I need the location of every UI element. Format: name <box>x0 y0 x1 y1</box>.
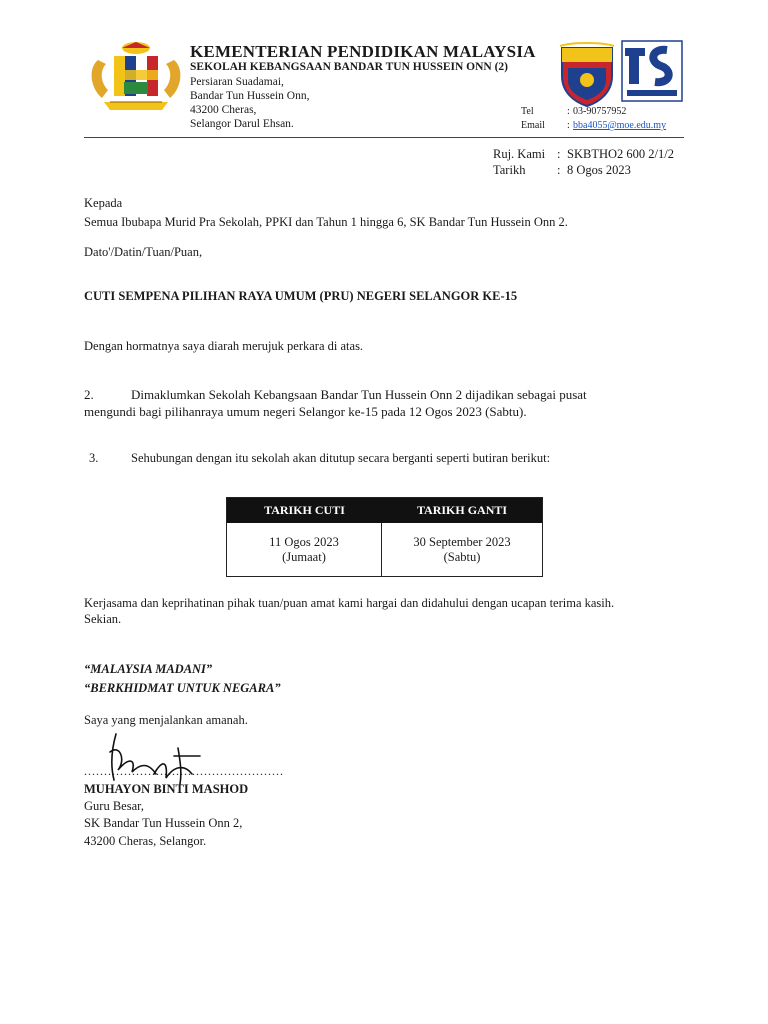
header-divider <box>84 137 684 138</box>
closing-line-1: Kerjasama dan keprihatinan pihak tuan/puan amat kami hargai dan didahului dengan ucapan terima kasih. <box>84 596 615 610</box>
cuti-day: (Jumaat) <box>282 550 326 564</box>
school-name: SEKOLAH KEBANGSAAN BANDAR TUN HUSSEIN ONN (2) <box>190 61 509 73</box>
tel-separator: : <box>567 106 570 117</box>
ministry-name: KEMENTERIAN PENDIDIKAN MALAYSIA <box>190 42 536 61</box>
malaysia-coat-of-arms-icon <box>84 40 188 114</box>
address-line-3: 43200 Cheras, <box>190 104 257 116</box>
transformasi-sekolah-logo-icon <box>621 40 683 102</box>
reference-separator: : <box>557 147 561 161</box>
recipient-label: Kepada <box>84 196 123 210</box>
tel-number: 03-90757952 <box>573 106 627 117</box>
paragraph-3-number: 3. <box>89 451 99 465</box>
email-separator: : <box>567 120 570 131</box>
date-separator: : <box>557 163 561 177</box>
signatory-school: SK Bandar Tun Hussein Onn 2, <box>84 816 243 830</box>
trust-line: Saya yang menjalankan amanah. <box>84 713 248 727</box>
signature-line: .................................................. <box>84 764 284 778</box>
address-line-4: Selangor Darul Ehsan. <box>190 118 294 130</box>
leave-schedule-table <box>226 497 543 577</box>
column-header-tarikh-cuti: TARIKH CUTI <box>264 503 345 517</box>
letter-subject: CUTI SEMPENA PILIHAN RAYA UMUM (PRU) NEGERI SELANGOR KE-15 <box>84 289 518 303</box>
salutation: Dato'/Datin/Tuan/Puan, <box>84 245 203 259</box>
signatory-address: 43200 Cheras, Selangor. <box>84 834 207 848</box>
slogan-malaysia-madani: “MALAYSIA MADANI” <box>84 662 213 676</box>
cuti-date: 11 Ogos 2023 <box>269 535 339 549</box>
email-link[interactable]: bba4055@moe.edu.my <box>573 120 667 131</box>
address-line-1: Persiaran Suadamai, <box>190 76 284 88</box>
signatory-name: MUHAYON BINTI MASHOD <box>84 782 249 796</box>
tel-label: Tel <box>521 106 534 117</box>
reference-number: SKBTHO2 600 2/1/2 <box>567 147 674 161</box>
letter-date: 8 Ogos 2023 <box>567 163 631 177</box>
ganti-date: 30 September 2023 <box>413 535 511 549</box>
closing-line-2: Sekian. <box>84 612 122 626</box>
email-label: Email <box>521 120 545 131</box>
signatory-title: Guru Besar, <box>84 799 144 813</box>
address-line-2: Bandar Tun Hussein Onn, <box>190 90 310 102</box>
paragraph-2-line-2: mengundi bagi pilihanraya umum negeri Selangor ke-15 pada 12 Ogos 2023 (Sabtu). <box>84 404 527 419</box>
school-crest-icon <box>556 42 618 108</box>
paragraph-2-number: 2. <box>84 387 94 402</box>
table-cell-tarikh-ganti <box>382 523 542 577</box>
slogan-berkhidmat: “BERKHIDMAT UNTUK NEGARA” <box>84 681 281 695</box>
date-label: Tarikh <box>493 163 526 177</box>
table-header-row <box>227 498 542 523</box>
paragraph-3: Sehubungan dengan itu sekolah akan ditutup secara berganti seperti butiran berikut: <box>131 451 551 465</box>
ganti-day: (Sabtu) <box>443 550 481 564</box>
column-header-tarikh-ganti: TARIKH GANTI <box>416 503 508 517</box>
reference-label: Ruj. Kami <box>493 147 546 161</box>
opening-line: Dengan hormatnya saya diarah merujuk perkara di atas. <box>84 339 364 353</box>
paragraph-2-line-1: Dimaklumkan Sekolah Kebangsaan Bandar Tun Hussein Onn 2 dijadikan sebagai pusat <box>131 387 587 402</box>
recipients: Semua Ibubapa Murid Pra Sekolah, PPKI dan Tahun 1 hingga 6, SK Bandar Tun Hussein Onn 2. <box>84 215 568 229</box>
table-cell-tarikh-cuti <box>227 523 382 577</box>
